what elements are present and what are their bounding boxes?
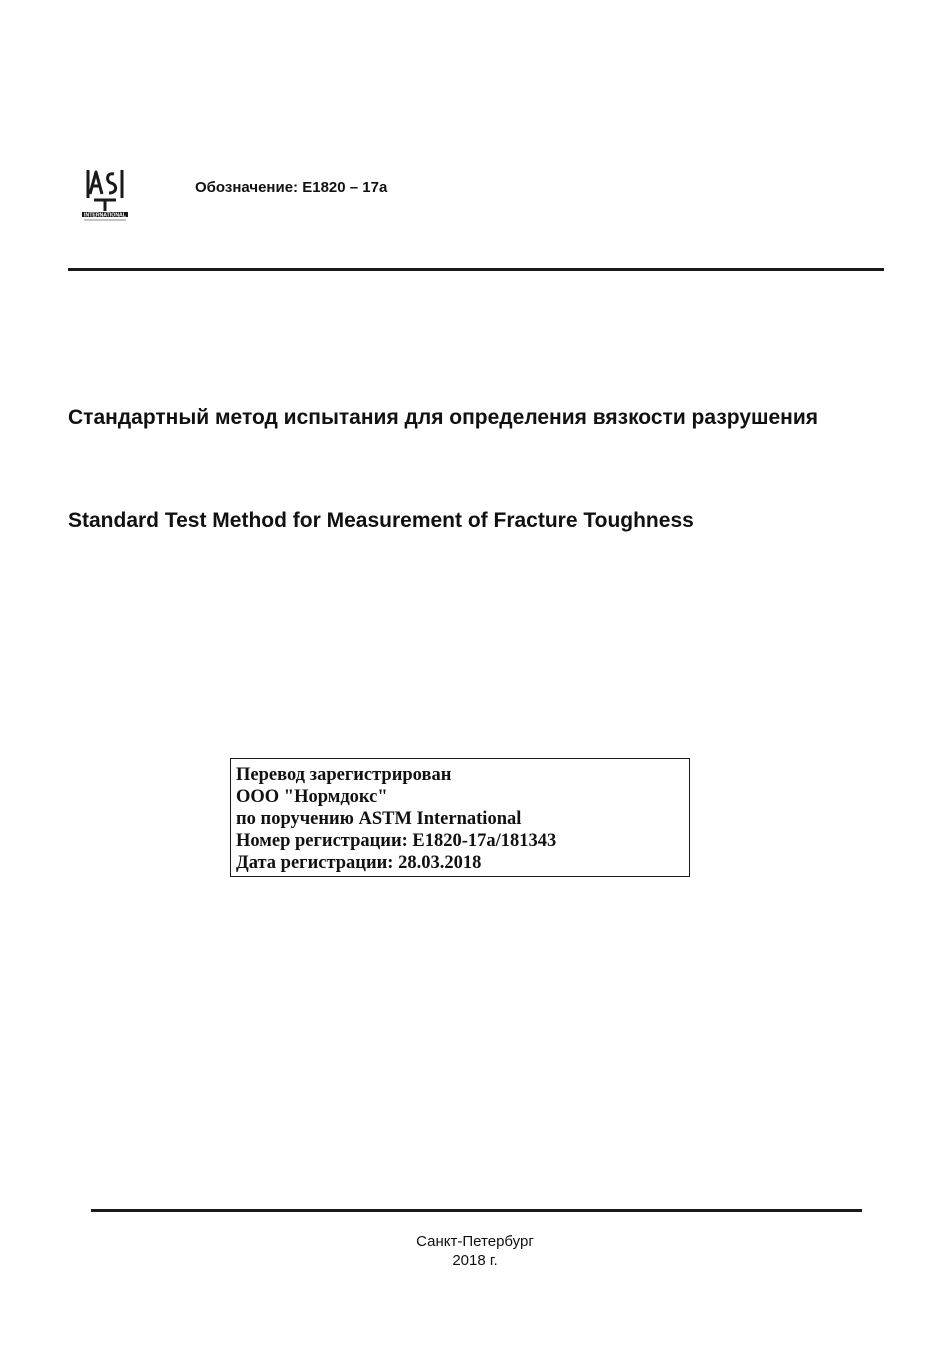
astm-international-logo-icon — [80, 164, 130, 222]
logo-subtext: INTERNATIONAL — [84, 212, 126, 219]
registration-line: по поручению ASTM International — [236, 809, 522, 829]
registration-line: Дата регистрации: 28.03.2018 — [236, 853, 482, 873]
registration-stamp — [230, 758, 690, 877]
footer-divider — [91, 1209, 862, 1212]
registration-line: Перевод зарегистрирован — [236, 765, 452, 785]
document-designation: Обозначение: E1820 – 17a — [195, 179, 388, 196]
footer-city: Санкт-Петербург — [416, 1233, 534, 1250]
document-title-english: Standard Test Method for Measurement of Fracture Toughness — [68, 509, 694, 532]
registration-line: Номер регистрации: E1820-17a/181343 — [236, 831, 557, 851]
footer-imprint — [0, 1232, 950, 1270]
registration-line: ООО "Нормдокс" — [236, 787, 388, 807]
document-title-russian: Стандартный метод испытания для определения вязкости разрушения — [68, 406, 819, 429]
header-divider — [68, 268, 884, 271]
footer-year: 2018 г. — [452, 1252, 498, 1269]
